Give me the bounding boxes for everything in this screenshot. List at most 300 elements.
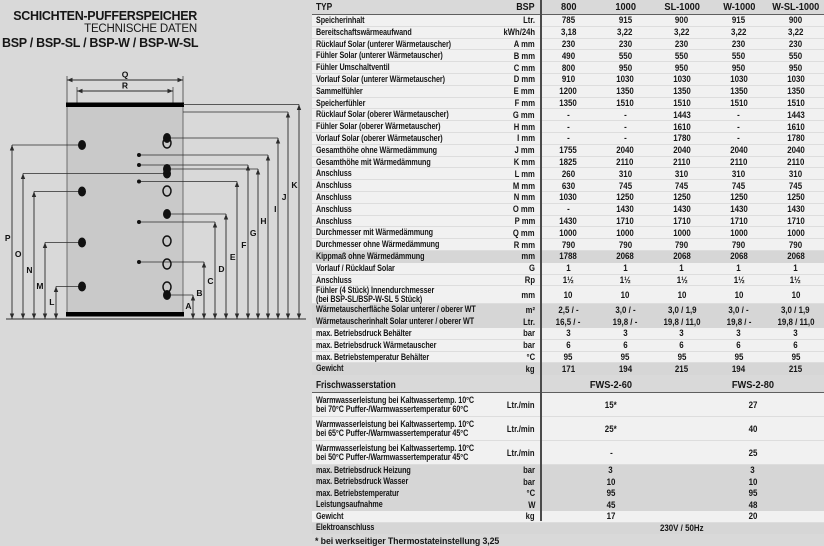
- row-value: 1½: [676, 274, 688, 285]
- dim-label: F: [241, 240, 247, 250]
- row-value: 6: [566, 340, 571, 351]
- row-value: 550: [788, 50, 803, 61]
- row-value: 230: [618, 38, 632, 49]
- row-value: 1000: [729, 227, 748, 238]
- table-row: [312, 192, 824, 204]
- row-value: 1½: [619, 274, 631, 285]
- row-value: 1000: [559, 227, 578, 238]
- row-value: 310: [788, 168, 803, 179]
- row-value: -: [567, 121, 570, 132]
- arrowhead: [32, 314, 36, 320]
- row-value: 95: [748, 488, 758, 499]
- row-value: 215: [675, 363, 689, 374]
- row-value: 310: [732, 168, 746, 179]
- row-value: 1430: [559, 215, 578, 226]
- row-label: Wärmetauscherinhalt Solar unterer / oberer WT: [316, 316, 475, 327]
- row-value: 3,0 / 1,9: [667, 304, 697, 315]
- sensor-point: [137, 153, 141, 157]
- table-row: [312, 477, 824, 489]
- row-value: 3: [608, 465, 614, 476]
- arrowhead: [276, 314, 280, 320]
- dim-label: G: [249, 228, 257, 238]
- row-label: Anschluss: [316, 180, 352, 191]
- row-value: 2040: [616, 145, 635, 156]
- row-label: Vorlauf Solar (unterer Wärmetauscher): [316, 73, 445, 84]
- row-value: -: [737, 121, 741, 132]
- row-label: Kippmaß ohne Wärmedämmung: [316, 250, 425, 261]
- dim-label: Q: [121, 69, 129, 80]
- row-unit: bar: [523, 340, 535, 351]
- row-value: 3: [736, 328, 741, 339]
- row-value: -: [737, 133, 741, 144]
- row-unit: °C: [526, 488, 535, 499]
- table-row: [312, 511, 824, 523]
- dim-label: L: [49, 297, 55, 307]
- row-value: 6: [793, 340, 798, 351]
- column-header: 800: [560, 1, 577, 13]
- row-unit: bar: [523, 328, 535, 339]
- row-value: 2110: [730, 156, 748, 167]
- row-unit: °C: [526, 351, 535, 362]
- row-value: 95: [620, 351, 630, 362]
- row-value: 1: [566, 263, 571, 274]
- row-unit: mm: [521, 289, 535, 300]
- row-value: 1610: [673, 121, 691, 132]
- freshwater-station-table: [312, 378, 824, 534]
- row-label: Gesamthöhe ohne Wärmedämmung: [316, 144, 437, 155]
- connection-port: [163, 209, 171, 219]
- row-value: -: [567, 109, 570, 120]
- row-value: 19,8 / -: [726, 316, 752, 327]
- arrowhead: [213, 314, 217, 320]
- row-value: 1250: [616, 192, 635, 203]
- row-value: -: [609, 447, 613, 458]
- row-unit: Q mm: [513, 227, 535, 238]
- row-label: Anschluss: [316, 274, 352, 285]
- arrowhead: [202, 262, 206, 268]
- row-value: 19,8 / 11,0: [777, 316, 815, 327]
- model-list: BSP / BSP-SL / BSP-W / BSP-W-SL: [2, 36, 199, 50]
- column-header: W-SL-1000: [772, 1, 820, 13]
- row-value: 1710: [673, 215, 691, 226]
- row-value: 2,5 / -: [558, 304, 579, 315]
- row-value: 1030: [673, 74, 691, 85]
- table-row: [312, 121, 824, 133]
- row-label: Sammelfühler: [316, 85, 363, 96]
- arrowhead: [213, 222, 217, 228]
- arrowhead: [32, 192, 36, 198]
- row-value: 1710: [729, 215, 748, 226]
- row-value: 1: [622, 263, 628, 274]
- row-value: 490: [561, 50, 576, 61]
- row-value: 3,0 / -: [728, 304, 749, 315]
- row-unit: Ltr./min: [507, 399, 535, 410]
- row-value: 10: [606, 476, 616, 487]
- sensor-point: [137, 163, 141, 167]
- row-value: 6: [736, 340, 741, 351]
- row-unit: R mm: [513, 239, 535, 250]
- arrowhead: [235, 182, 239, 188]
- main-spec-table: [312, 0, 824, 375]
- sensor-point: [137, 260, 141, 264]
- row-unit: M mm: [512, 180, 535, 191]
- table-row: [312, 304, 824, 316]
- table-row: [312, 133, 824, 145]
- row-value: 230: [788, 38, 803, 49]
- row-value: 790: [561, 239, 576, 250]
- row-value: 2068: [786, 251, 805, 262]
- dim-label: M: [36, 281, 44, 291]
- row-value: 2110: [616, 156, 634, 167]
- row-unit: Ltr./min: [507, 447, 535, 458]
- arrowhead: [266, 155, 270, 161]
- row-value: 17: [606, 511, 616, 522]
- arrowhead: [21, 314, 25, 320]
- row-label: Vorlauf / Rücklauf Solar: [316, 262, 395, 273]
- row-value: 1430: [673, 204, 691, 215]
- row-value: 194: [618, 363, 632, 374]
- row-label: max. Betriebsdruck Heizung: [316, 464, 411, 475]
- row-value: 630: [561, 180, 576, 191]
- row-value: 10: [620, 289, 630, 300]
- dim-label: A: [185, 301, 192, 311]
- title-block: [2, 9, 197, 50]
- page-title: SCHICHTEN-PUFFERSPEICHER: [13, 9, 197, 23]
- row-unit: G: [529, 263, 535, 274]
- row-value: 6: [679, 340, 685, 351]
- row-value: 25*: [605, 423, 617, 434]
- spec-table-panel: [312, 0, 824, 546]
- row-value: 550: [732, 50, 746, 61]
- row-value: 19,8 / 11,0: [663, 316, 701, 327]
- arrowhead: [297, 105, 301, 111]
- row-label: Warmwasserleistung bei Kaltwassertemp. 10°C bei 65°C Puffer-/Warmwassertemperatur 45°C: [316, 418, 475, 438]
- row-value: 15*: [605, 399, 617, 410]
- dim-label: K: [291, 180, 298, 190]
- arrowhead: [286, 112, 290, 118]
- row-label: Speicherinhalt: [316, 15, 365, 25]
- row-value: 16,5 / -: [556, 316, 581, 327]
- arrowhead: [54, 314, 58, 320]
- row-label: Warmwasserleistung bei Kaltwassertemp. 10°C bei 70°C Puffer-/Warmwassertemperatur 60°C: [316, 394, 475, 414]
- row-label: Anschluss: [316, 168, 352, 179]
- row-value: 310: [675, 168, 689, 179]
- column-header: FWS-2-80: [731, 379, 775, 392]
- row-unit: Ltr.: [523, 316, 535, 327]
- table-row: [312, 417, 824, 441]
- row-value: 800: [561, 62, 576, 73]
- table-row: [312, 251, 824, 263]
- row-value: 3: [566, 328, 571, 339]
- table-row: [312, 27, 824, 39]
- row-value: 950: [675, 62, 689, 73]
- row-value: 310: [618, 168, 632, 179]
- tank-dimension-diagram: [0, 0, 312, 541]
- row-unit: G mm: [513, 109, 535, 120]
- row-label: Anschluss: [316, 203, 352, 214]
- table-row: [312, 74, 824, 86]
- table-row: [312, 263, 824, 275]
- row-unit: P mm: [514, 215, 535, 226]
- row-value: 95: [677, 351, 687, 362]
- dim-label: B: [196, 288, 203, 298]
- row-value: 745: [788, 180, 803, 191]
- row-value: 1350: [786, 86, 805, 97]
- table-header-row: [312, 0, 824, 15]
- row-value: 950: [618, 62, 632, 73]
- row-value: 790: [618, 239, 632, 250]
- row-label: max. Betriebsdruck Wärmetauscher: [316, 339, 437, 350]
- arrowhead: [191, 295, 195, 301]
- row-label: Fühler (4 Stück) Innendurchmesser (bei BSP-SL/BSP-W-SL 5 Stück): [316, 285, 435, 304]
- row-label: Durchmesser mit Wärmedämmung: [316, 227, 433, 238]
- row-value: 25: [748, 447, 758, 458]
- row-label: Anschluss: [316, 215, 352, 226]
- row-unit: [482, 379, 540, 391]
- dim-label: D: [218, 264, 225, 274]
- row-value: 900: [675, 15, 689, 26]
- row-value: -: [623, 109, 627, 120]
- row-unit: [482, 523, 540, 533]
- row-value: 745: [618, 180, 632, 191]
- dim-label: E: [229, 252, 236, 262]
- row-value: 3: [750, 465, 756, 476]
- sensor-point: [137, 180, 141, 184]
- dim-label: I: [274, 204, 277, 214]
- row-value: 1510: [786, 97, 805, 108]
- row-value: 3,22: [787, 27, 804, 38]
- row-label: Gesamthöhe mit Wärmedämmung: [316, 156, 431, 167]
- table-row: [312, 180, 824, 192]
- row-value: 1030: [786, 74, 805, 85]
- row-label: Elektroanschluss: [316, 522, 375, 533]
- row-unit: A mm: [514, 38, 535, 49]
- row-value: 2110: [673, 156, 691, 167]
- column-header: W-1000: [722, 1, 755, 13]
- row-value: 1250: [786, 192, 805, 203]
- arrowhead: [191, 314, 195, 320]
- table-row: [312, 109, 824, 121]
- row-value: 10: [748, 476, 758, 487]
- row-value: 1788: [559, 251, 578, 262]
- row-value: 785: [561, 15, 576, 26]
- row-value: -: [737, 109, 741, 120]
- row-unit: F mm: [514, 97, 535, 108]
- row-value: 745: [732, 180, 746, 191]
- row-value: 10: [734, 289, 744, 300]
- row-label: Bereitschaftswärmeaufwand: [316, 26, 412, 37]
- arrowhead: [202, 314, 206, 320]
- arrowhead: [224, 314, 228, 320]
- row-value: 1250: [673, 192, 691, 203]
- row-value: 2068: [616, 251, 635, 262]
- arrowhead: [256, 169, 260, 175]
- table-row: [312, 340, 824, 352]
- row-value: 1710: [616, 215, 635, 226]
- dim-label: R: [121, 80, 129, 91]
- row-value: 3,22: [617, 27, 633, 38]
- row-value: 1350: [729, 86, 748, 97]
- row-value: 1½: [733, 274, 745, 285]
- table-row: [312, 62, 824, 74]
- dim-label: H: [260, 216, 267, 226]
- arrowhead: [297, 314, 301, 320]
- row-label: Warmwasserleistung bei Kaltwassertemp. 10°C bei 50°C Puffer-/Warmwassertemperatur 45°C: [316, 442, 475, 462]
- row-value: 10: [677, 289, 687, 300]
- row-value: 950: [732, 62, 746, 73]
- row-value: 95: [563, 351, 573, 362]
- arrowhead: [21, 174, 25, 180]
- row-value: 1350: [616, 86, 635, 97]
- row-value: 1: [736, 263, 741, 274]
- row-value: 3,18: [560, 27, 577, 38]
- row-value: -: [567, 204, 570, 215]
- table-row: [312, 227, 824, 239]
- row-value: 1030: [559, 192, 578, 203]
- row-value: 2040: [786, 145, 805, 156]
- row-value: 10: [791, 289, 800, 300]
- row-value: 3: [793, 328, 798, 339]
- table-row: [312, 465, 824, 477]
- dim-label: O: [14, 249, 22, 259]
- table-row: [312, 523, 824, 535]
- table-row: [312, 328, 824, 340]
- row-value: 260: [561, 168, 576, 179]
- row-value: 3,0 / -: [615, 304, 636, 315]
- row-label: max. Betriebsdruck Behälter: [316, 327, 412, 338]
- table-row: [312, 316, 824, 328]
- row-value: 1430: [786, 204, 805, 215]
- table-row: [312, 239, 824, 251]
- row-value: 2068: [673, 251, 691, 262]
- arrowhead: [168, 89, 174, 93]
- row-unit: kg: [526, 511, 535, 522]
- table-row: [312, 145, 824, 157]
- row-label: Wärmetauscherfläche Solar unterer / oberer WT: [316, 304, 476, 315]
- row-label: Fühler Umschaltventil: [316, 62, 390, 73]
- arrowhead: [224, 214, 228, 220]
- row-value: 1825: [559, 156, 578, 167]
- row-unit: N mm: [513, 192, 535, 203]
- row-unit: kg: [526, 363, 535, 374]
- row-label: Gewicht: [316, 363, 344, 374]
- dim-label: J: [281, 192, 287, 202]
- arrowhead: [235, 314, 239, 320]
- row-value: 1: [793, 263, 798, 274]
- row-value: 1350: [559, 97, 578, 108]
- row-value: 2068: [729, 251, 748, 262]
- row-value: 1430: [616, 204, 635, 215]
- column-header: 1000: [614, 1, 636, 13]
- row-value: 19,8 / -: [612, 316, 638, 327]
- table-row: [312, 441, 824, 465]
- arrowhead: [43, 314, 47, 320]
- row-value: 1000: [616, 227, 635, 238]
- row-value-span: 230V / 50Hz: [660, 522, 704, 533]
- row-unit: D mm: [513, 74, 535, 85]
- row-unit: L mm: [514, 168, 535, 179]
- row-value: 1443: [786, 109, 805, 120]
- table-row: [312, 393, 824, 417]
- row-value: 215: [788, 363, 803, 374]
- row-value: 3,22: [731, 27, 747, 38]
- row-value: 1780: [673, 133, 691, 144]
- row-value: 900: [788, 15, 803, 26]
- row-unit: C mm: [513, 62, 535, 73]
- row-value: 1: [679, 263, 685, 274]
- arrowhead: [266, 314, 270, 320]
- row-value: 1½: [790, 274, 802, 285]
- row-value: 230: [732, 38, 746, 49]
- connection-port: [78, 282, 86, 292]
- page-subtitle: TECHNISCHE DATEN: [84, 23, 197, 35]
- row-label: Speicherfühler: [316, 97, 366, 108]
- row-value: 20: [748, 511, 758, 522]
- row-value: 790: [732, 239, 746, 250]
- row-value: 910: [561, 74, 576, 85]
- row-value: 1510: [616, 97, 635, 108]
- row-value: 3: [622, 328, 628, 339]
- row-label: Gewicht: [316, 510, 344, 521]
- row-value: 27: [748, 399, 758, 410]
- table-row: [312, 204, 824, 216]
- row-unit: I mm: [517, 133, 535, 144]
- row-unit: Rp: [524, 274, 535, 285]
- table-row: [312, 286, 824, 304]
- arrowhead: [246, 165, 250, 171]
- row-label: max. Betriebstemperatur: [316, 487, 399, 498]
- table-row: [312, 39, 824, 51]
- row-label: Vorlauf Solar (oberer Wärmetauscher): [316, 132, 443, 143]
- row-label: Rücklauf Solar (oberer Wärmetauscher): [316, 109, 449, 120]
- row-value: 1430: [729, 204, 748, 215]
- row-value: -: [623, 121, 627, 132]
- row-unit: B mm: [513, 50, 535, 61]
- row-value: 1443: [673, 109, 691, 120]
- row-unit: kWh/24h: [503, 27, 535, 38]
- row-value: 171: [561, 363, 576, 374]
- diagram-panel: [0, 0, 312, 541]
- row-unit: K mm: [513, 156, 535, 167]
- row-value: 1710: [786, 215, 805, 226]
- row-value: 1000: [673, 227, 691, 238]
- footnote: * bei werkseitiger Thermostateinstellung 3,25: [315, 536, 500, 546]
- row-value: 1000: [786, 227, 805, 238]
- row-value: 48: [748, 499, 758, 510]
- column-header: FWS-2-60: [589, 379, 633, 392]
- arrowhead: [43, 243, 47, 249]
- row-label: Leistungsaufnahme: [316, 499, 383, 510]
- row-value: 1200: [559, 86, 578, 97]
- row-value: 10: [563, 289, 573, 300]
- row-value: 95: [791, 351, 800, 362]
- row-unit: Ltr.: [523, 15, 535, 26]
- arrowhead: [286, 314, 290, 320]
- arrowhead: [10, 145, 14, 151]
- column-separator-line: [540, 0, 542, 521]
- arrowhead: [77, 89, 83, 93]
- row-label: Durchmesser ohne Wärmedämmung: [316, 239, 440, 250]
- row-value: 1510: [673, 97, 691, 108]
- row-value: 1030: [616, 74, 635, 85]
- row-label: Rücklauf Solar (unterer Wärmetauscher): [316, 38, 451, 49]
- tank-bottom-lid: [66, 312, 184, 317]
- row-value: 1½: [562, 274, 574, 285]
- row-value: 950: [788, 62, 803, 73]
- connection-port: [78, 140, 86, 150]
- row-value: 3: [679, 328, 685, 339]
- row-value: 1350: [673, 86, 691, 97]
